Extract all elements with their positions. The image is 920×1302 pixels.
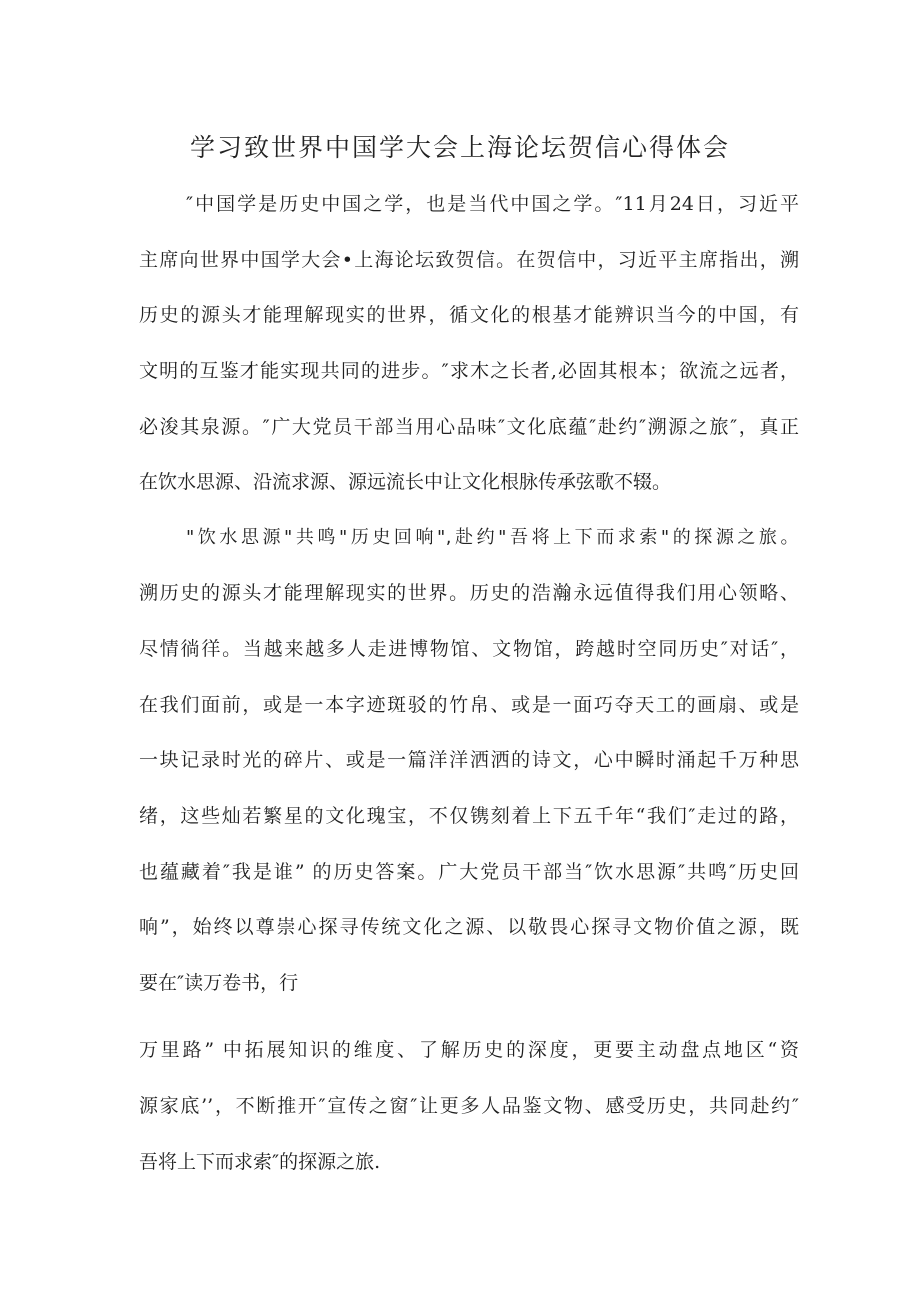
paragraph-2-line-2: 尽情徜徉。当越来越多人走进博物馆、文物馆，跨越时空同历史″对话″，: [139, 638, 799, 660]
paragraph-1-line-1: ″中国学是历史中国之学，也是当代中国之学。″11月24日，习近平: [186, 193, 799, 215]
paragraph-2-line-7: 响”，始终以尊崇心探寻传统文化之源、以敬畏心探寻文物价值之源，既: [139, 916, 799, 938]
paragraph-1-line-4: 文明的互鉴才能实现共同的进步。″求木之长者,必固其根本；欲流之远者，: [139, 360, 799, 382]
paragraph-1-line-6: 在饮水思源、沿流求源、源远流长中让文化根脉传承弦歌不辍。: [139, 471, 672, 493]
paragraph-1-line-3: 历史的源头才能理解现实的世界，循文化的根基才能辨识当今的中国，有: [139, 304, 799, 326]
document-title: 学习致世界中国学大会上海论坛贺信心得体会: [189, 133, 730, 162]
paragraph-2-line-4: 一块记录时光的碎片、或是一篇洋洋洒洒的诗文，心中瞬时涌起千万种思: [139, 749, 799, 771]
paragraph-1-line-5: 必浚其泉源。″广大党员干部当用心品味″文化底蕴″赴约″溯源之旅″，真正: [139, 416, 799, 438]
paragraph-2-line-8: 要在″读万卷书，行: [139, 972, 299, 994]
paragraph-2-line-3: 在我们面前，或是一本字迹斑驳的竹帛、或是一面巧夺天工的画扇、或是: [139, 694, 799, 716]
paragraph-3-line-3: 吾将上下而求索″的探源之旅.: [139, 1151, 381, 1173]
section-heading: "饮水思源"共鸣"历史回响",赴约"吾将上下而求索"的探源之旅。: [186, 527, 799, 548]
paragraph-2-line-6: 也蕴藏着″我是谁” 的历史答案。广大党员干部当″饮水思源″共鸣″历史回: [139, 861, 799, 883]
paragraph-2-line-5: 绪，这些灿若繁星的文化瑰宝，不仅镌刻着上下五千年“我们″走过的路，: [139, 805, 799, 827]
paragraph-2-line-1: 溯历史的源头才能理解现实的世界。历史的浩瀚永远值得我们用心领略、: [139, 582, 799, 604]
paragraph-3-line-1: 万里路” 中拓展知识的维度、了解历史的深度，更要主动盘点地区“资: [139, 1039, 799, 1061]
paragraph-3-line-2: 源家底’’，不断推开″宣传之窗″让更多人品鉴文物、感受历史，共同赴约″: [139, 1095, 799, 1117]
paragraph-1-line-2: 主席向世界中国学大会•上海论坛致贺信。在贺信中，习近平主席指出，溯: [139, 249, 799, 271]
